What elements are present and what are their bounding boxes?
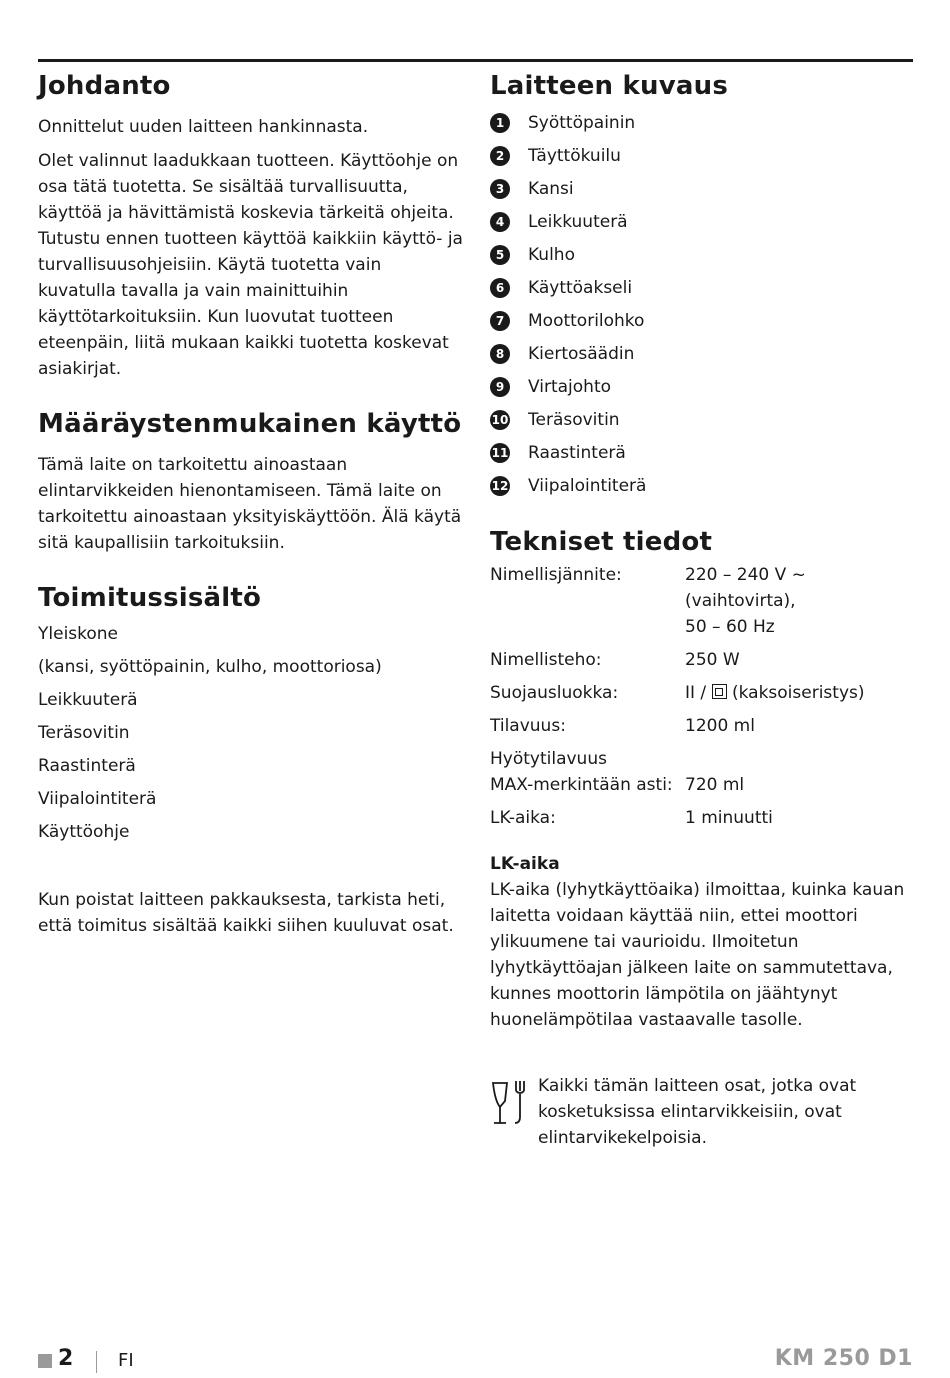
food-safe-icon (490, 1073, 538, 1151)
intro-p1: Onnittelut uuden laitteen hankinnasta. (38, 117, 369, 137)
spec-key: Nimellisjännite: (490, 565, 622, 585)
intended-use-heading: Määräystenmukainen käyttö (38, 409, 462, 439)
table-row (490, 805, 913, 831)
list-item (490, 304, 913, 337)
spec-value: 250 W (685, 650, 740, 670)
double-insulation-icon (712, 684, 727, 699)
food-safe-note (490, 1073, 913, 1151)
number-badge: 6 (490, 278, 510, 298)
spec-value-line: 50 – 60 Hz (685, 617, 775, 637)
intro-heading: Johdanto (38, 71, 171, 101)
spec-value: 1200 ml (685, 716, 755, 736)
part-label: Moottorilohko (528, 310, 645, 331)
delivery-heading: Toimitussisältö (38, 583, 262, 613)
table-row (490, 680, 913, 713)
delivery-item: Teräsovitin (38, 723, 130, 743)
number-badge: 2 (490, 146, 510, 166)
spec-key (490, 746, 685, 805)
lk-section (490, 851, 913, 1033)
delivery-note: Kun poistat laitteen pakkauksesta, tarkista heti, että toimitus sisältää kaikki siihen kuuluvat osat. (38, 890, 454, 936)
part-label: Täyttökuilu (528, 145, 621, 166)
spec-value-line: 220 – 240 V ~ (vaihtovirta), (685, 565, 806, 611)
delivery-item: Käyttöohje (38, 822, 130, 842)
specs-table (490, 562, 913, 831)
part-label: Kansi (528, 178, 574, 199)
specs-heading: Tekniset tiedot (490, 527, 713, 557)
footer-square-icon (38, 1354, 52, 1368)
intended-use-section (38, 406, 463, 556)
part-label: Kiertosäädin (528, 343, 635, 364)
delivery-item: Yleiskone (38, 624, 119, 644)
number-badge: 11 (490, 443, 510, 463)
table-row (490, 746, 913, 805)
model-number: KM 250 D1 (774, 1346, 913, 1371)
list-item (490, 172, 913, 205)
spec-value: 1 minuutti (685, 808, 773, 828)
spec-key: Nimellisteho: (490, 650, 602, 670)
parts-section (490, 68, 913, 502)
language-code: FI (118, 1350, 134, 1371)
left-column (38, 68, 463, 939)
number-badge: 12 (490, 476, 510, 496)
list-item (490, 139, 913, 172)
intro-p2: Olet valinnut laadukkaan tuotteen. Käyttöohje on osa tätä tuotetta. Se sisältää turvallisuutta, käyttöä ja hävittämistä koskevia tärkeitä ohjeita. Tutustu ennen tuotteen käyttöä kaikkiin käyttö- ja turvallisuusohjeisiin. Käytä tuotetta vain kuvatulla tavalla ja vain mainittuihin käyttötarkoituksiin. Kun luovutat tuotteen eteenpäin, liitä mukaan kaikki tuotetta koskevat asiakirjat. (38, 151, 463, 379)
table-row (490, 562, 913, 647)
delivery-item: (kansi, syöttöpainin, kulho, moottoriosa) (38, 657, 382, 677)
part-label: Leikkuuterä (528, 211, 628, 232)
list-item (490, 271, 913, 304)
list-item (490, 436, 913, 469)
spec-key-line: MAX-merkintään asti: (490, 775, 673, 795)
right-column (490, 68, 913, 1151)
part-label: Virtajohto (528, 376, 612, 397)
lk-text: LK-aika (lyhytkäyttöaika) ilmoittaa, kuinka kauan laitetta voidaan käyttää niin, ettei moottori ylikuumene tai vaurioidu. Ilmoitetun lyhytkäyttöajan jälkeen laite on sammutettava, kunnes moottorin lämpötila on jäähtynyt huonelämpötilaa vastaavalle tasolle. (490, 880, 905, 1030)
part-label: Kulho (528, 244, 575, 265)
list-item (490, 370, 913, 403)
parts-heading: Laitteen kuvaus (490, 71, 728, 101)
number-badge: 1 (490, 113, 510, 133)
list-item (490, 403, 913, 436)
list-item (490, 106, 913, 139)
top-rule (38, 59, 913, 62)
spec-key: Suojausluokka: (490, 683, 619, 703)
number-badge: 9 (490, 377, 510, 397)
protection-class-note: (kaksoiseristys) (731, 683, 865, 703)
part-label: Raastinterä (528, 442, 626, 463)
part-label: Käyttöakseli (528, 277, 633, 298)
protection-class: II / (685, 683, 707, 703)
spec-value (685, 746, 913, 805)
table-row (490, 713, 913, 746)
spec-value (685, 562, 913, 647)
part-label: Syöttöpainin (528, 112, 636, 133)
number-badge: 8 (490, 344, 510, 364)
part-label: Teräsovitin (528, 409, 620, 430)
lk-heading: LK-aika (490, 854, 560, 874)
list-item (490, 469, 913, 502)
spec-value-line: 720 ml (685, 775, 745, 795)
intended-use-text: Tämä laite on tarkoitettu ainoastaan elintarvikkeiden hienontamiseen. Tämä laite on tarkoitettu ainoastaan yksityiskäyttöön. Älä käytä sitä kaupallisiin tarkoituksiin. (38, 455, 462, 553)
part-label: Viipalointiterä (528, 475, 647, 496)
number-badge: 5 (490, 245, 510, 265)
delivery-item: Leikkuuterä (38, 690, 138, 710)
spec-key: LK-aika: (490, 808, 556, 828)
page-number: 2 (58, 1346, 74, 1371)
footer-divider (96, 1351, 97, 1373)
spec-key-line: Hyötytilavuus (490, 749, 607, 769)
number-badge: 10 (490, 410, 510, 430)
parts-list (490, 106, 913, 502)
spec-key: Tilavuus: (490, 716, 566, 736)
number-badge: 3 (490, 179, 510, 199)
delivery-item: Raastinterä (38, 756, 136, 776)
delivery-item: Viipalointiterä (38, 789, 157, 809)
specs-section (490, 524, 913, 831)
intro-section (38, 68, 463, 382)
food-safe-text: Kaikki tämän laitteen osat, jotka ovat kosketuksissa elintarvikkeisiin, ovat elintarvikekelpoisia. (538, 1076, 857, 1148)
number-badge: 4 (490, 212, 510, 232)
spec-value (685, 680, 913, 713)
delivery-section (38, 580, 463, 939)
list-item (490, 205, 913, 238)
table-row (490, 647, 913, 680)
number-badge: 7 (490, 311, 510, 331)
list-item (490, 238, 913, 271)
list-item (490, 337, 913, 370)
